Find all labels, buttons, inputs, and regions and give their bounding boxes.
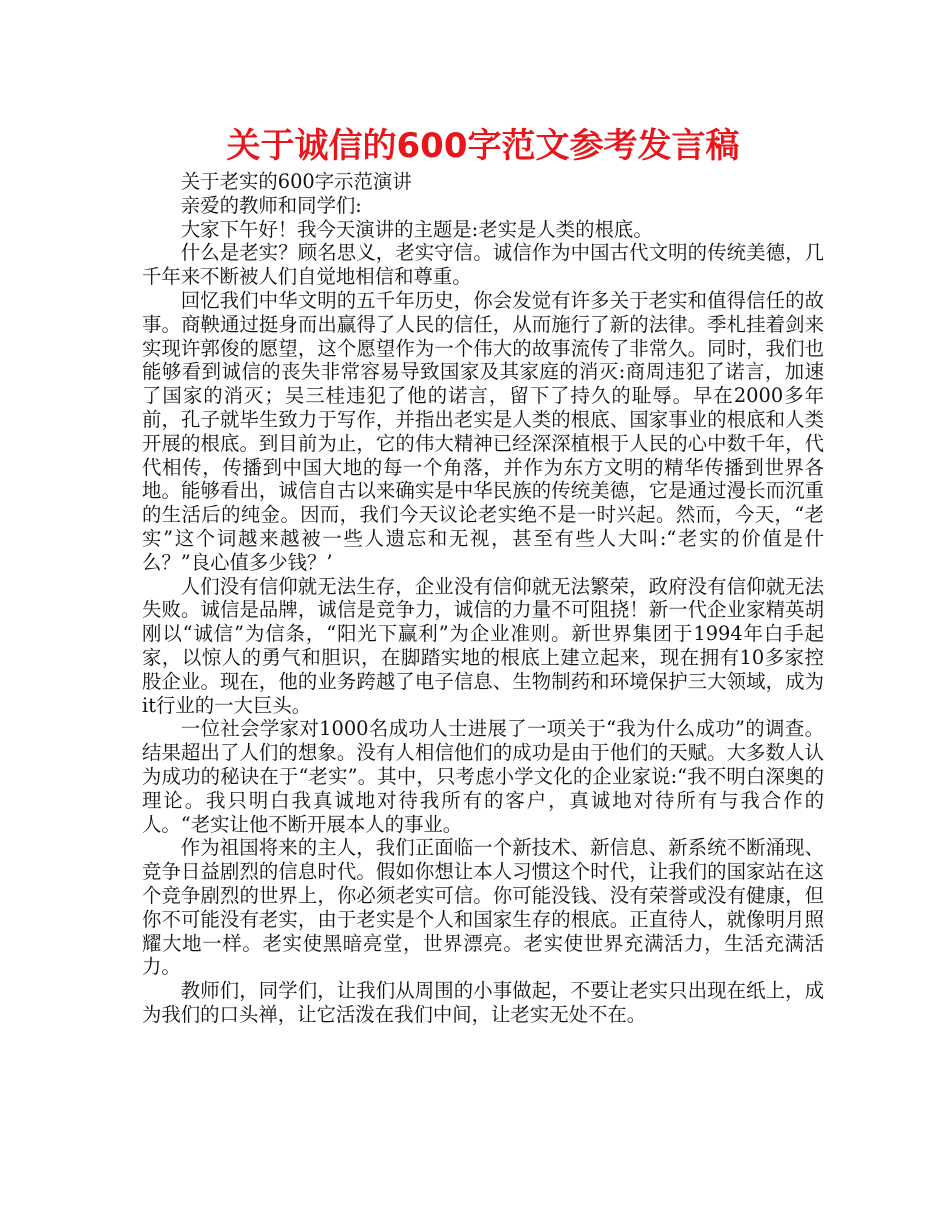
paragraph-survey: 一位社会学家对1000名成功人士进展了一项关于“我为什么成功”的调查。结果超出了人们的想象。没有人相信他们的成功是由于他们的天赋。大多数人认为成功的秘诀在于“老实”。其中，只考虑小学文化的企业家说:“我不明白深奥的理论。我只明白我真诚地对待我所有的客户，真诚地对待所有与我合作的人。“老实让他不断开展本人的事业。 — [142, 717, 824, 836]
document-page — [142, 122, 824, 1027]
paragraph-greeting: 大家下午好！我今天演讲的主题是:老实是人类的根底。 — [180, 217, 653, 241]
paragraph-enterprise: 人们没有信仰就无法生存，企业没有信仰就无法繁荣，政府没有信仰就无法失败。诚信是品牌，诚信是竞争力，诚信的力量不可阻挠！新一代企业家精英胡刚以“诚信”为信条，“阳光下赢利”为企业准则。新世界集团于1994年白手起家，以惊人的勇气和胆识，在脚踏实地的根底上建立起来，现在拥有10多家控股企业。现在，他的业务跨越了电子信息、生物制药和环境保护三大领域，成为it行业的一大巨头。 — [142, 574, 824, 717]
document-title: 关于诚信的600字范文参考发言稿 — [226, 126, 740, 166]
speech-subtitle: 关于老实的600字示范演讲 — [180, 170, 412, 193]
paragraph-closing: 教师们，同学们，让我们从周围的小事做起，不要让老实只出现在纸上，成为我们的口头禅，让它活泼在我们中间，让老实无处不在。 — [142, 979, 824, 1026]
salutation: 亲爱的教师和同学们: — [180, 193, 362, 217]
paragraph-history: 回忆我们中华文明的五千年历史，你会发觉有许多关于老实和值得信任的故事。商鞅通过挺身而出赢得了人民的信任，从而施行了新的法律。季札挂着剑来实现许郭俊的愿望，这个愿望作为一个伟大的故事流传了非常久。同时，我们也能够看到诚信的丧失非常容易导致国家及其家庭的消灭:商周违犯了诺言，加速了国家的消灭；吴三桂违犯了他的诺言，留下了持久的耻辱。早在2000多年前，孔子就毕生致力于写作，并指出老实是人类的根底、国家事业的根底和人类开展的根底。到目前为止，它的伟大精神已经深深植根于人民的心中数千年，代代相传，传播到中国大地的每一个角落，并作为东方文明的精华传播到世界各地。能够看出，诚信自古以来确实是中华民族的传统美德，它是通过漫长而沉重的生活后的纯金。因而，我们今天议论老实绝不是一时兴起。然而，今天，“老实”这个词越来越被一些人遗忘和无视，甚至有些人大叫:“老实的价值是什么？”良心值多少钱？’ — [142, 288, 824, 574]
paragraph-future: 作为祖国将来的主人，我们正面临一个新技术、新信息、新系统不断涌现、竞争日益剧烈的信息时代。假如你想让本人习惯这个时代，让我们的国家站在这个竞争剧烈的世界上，你必须老实可信。你可能没钱、没有荣誉或没有健康，但你不可能没有老实，由于老实是个人和国家生存的根底。正直待人，就像明月照耀大地一样。老实使黑暗亮堂，世界漂亮。老实使世界充满活力，生活充满活力。 — [142, 836, 824, 979]
paragraph-definition: 什么是老实？顾名思义，老实守信。诚信作为中国古代文明的传统美德，几千年来不断被人们自觉地相信和尊重。 — [142, 241, 824, 289]
document-body — [142, 170, 824, 1027]
